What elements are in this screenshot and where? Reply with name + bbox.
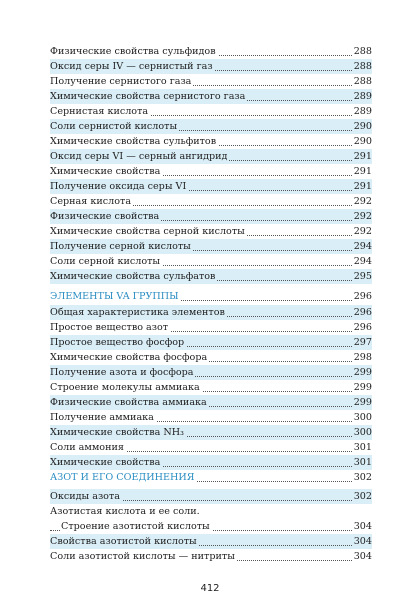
toc-entry [50, 534, 372, 549]
entry-title: Простое вещество азот [50, 322, 169, 333]
entry-page: 288 [353, 76, 372, 87]
entry-page: 289 [353, 91, 372, 102]
entry-page: 291 [353, 151, 372, 162]
entry-title: Получение азота и фосфора [50, 367, 194, 378]
entry-title: Азотистая кислота и ее соли. [50, 506, 200, 517]
entry-title: Химические свойства фосфора [50, 352, 208, 363]
entry-title: Оксиды азота [50, 491, 120, 502]
entry-title: Химические свойства сульфитов [50, 136, 217, 147]
toc-entry [50, 209, 372, 224]
entry-title: Простое вещество фосфор [50, 337, 185, 348]
entry-page: 291 [353, 166, 372, 177]
entry-page: 296 [353, 322, 372, 333]
entry-page: 290 [353, 136, 372, 147]
toc-entry [50, 425, 372, 440]
entry-page: 302 [353, 491, 372, 502]
toc-entry [50, 519, 372, 534]
toc-entry [50, 149, 372, 164]
entry-title: Получение аммиака [50, 412, 154, 423]
entry-title: Соли сернистой кислоты [50, 121, 178, 132]
entry-title: Физические свойства сульфидов [50, 46, 216, 57]
entry-title: Химические свойства сернистого газа [50, 91, 246, 102]
entry-page: 304 [353, 536, 372, 547]
entry-title: Химические свойства NH₃ [50, 427, 184, 438]
entry-page: 304 [353, 551, 372, 562]
entry-page: 298 [353, 352, 372, 363]
entry-page: 290 [353, 121, 372, 132]
entry-title: Физические свойства аммиака [50, 397, 207, 408]
toc-entry [50, 440, 372, 455]
section-title: ЭЛЕМЕНТЫ VA ГРУППЫ [50, 291, 179, 302]
entry-title: Соли аммония [50, 442, 124, 453]
entry-title: Химические свойства серной кислоты [50, 226, 245, 237]
entry-title: Серная кислота [50, 196, 132, 207]
entry-page: 289 [353, 106, 372, 117]
toc-entry [50, 350, 372, 365]
entry-title: Свойства азотистой кислоты [50, 536, 197, 547]
entry-title: Химические свойства сульфатов [50, 271, 216, 282]
toc-entry [50, 305, 372, 320]
entry-page: 299 [353, 382, 372, 393]
entry-page: 304 [353, 521, 372, 532]
entry-title: Химические свойства [50, 457, 161, 468]
toc-entry [50, 89, 372, 104]
entry-page: 292 [353, 211, 372, 222]
entry-title: Соли азотистой кислоты — нитриты [50, 551, 235, 562]
entry-title: Получение серной кислоты [50, 241, 191, 252]
toc-entry [50, 59, 372, 74]
section-title: АЗОТ И ЕГО СОЕДИНЕНИЯ [50, 472, 195, 483]
toc-entry [50, 134, 372, 149]
entry-page: 296 [353, 307, 372, 318]
entry-title: Общая характеристика элементов [50, 307, 225, 318]
entry-title: Строение азотистой кислоты [61, 521, 210, 532]
toc-section-heading [50, 289, 372, 304]
entry-page: 299 [353, 367, 372, 378]
entry-page: 291 [353, 181, 372, 192]
toc-entry [50, 335, 372, 350]
entry-page: 302 [353, 472, 372, 483]
entry-page: 301 [353, 442, 372, 453]
toc-entry [50, 254, 372, 269]
toc-entry [50, 239, 372, 254]
toc-entry [50, 380, 372, 395]
toc-entry [50, 179, 372, 194]
entry-page: 294 [353, 256, 372, 267]
toc-section-heading [50, 470, 372, 485]
toc-entry [50, 104, 372, 119]
entry-page: 300 [353, 412, 372, 423]
toc-entry [50, 269, 372, 284]
toc-entry [50, 320, 372, 335]
entry-title: Сернистая кислота [50, 106, 149, 117]
entry-page: 294 [353, 241, 372, 252]
entry-page: 295 [353, 271, 372, 282]
entry-page: 300 [353, 427, 372, 438]
entry-page: 299 [353, 397, 372, 408]
entry-page: 301 [353, 457, 372, 468]
entry-title: Оксид серы IV — сернистый газ [50, 61, 213, 72]
toc-entry [50, 455, 372, 470]
page-number: 412 [200, 583, 220, 594]
entry-title: Химические свойства [50, 166, 161, 177]
toc-entry [50, 74, 372, 89]
entry-page: 292 [353, 226, 372, 237]
toc-entry [50, 395, 372, 410]
toc-entry [50, 44, 372, 59]
entry-title: Физические свойства [50, 211, 160, 222]
entry-page: 288 [353, 46, 372, 57]
toc-entry [50, 224, 372, 239]
entry-title: Строение молекулы аммиака [50, 382, 200, 393]
toc-entry [50, 164, 372, 179]
toc-entry [50, 549, 372, 564]
toc-entry [50, 119, 372, 134]
entry-page: 288 [353, 61, 372, 72]
entry-title: Оксид серы VI — серный ангидрид [50, 151, 228, 162]
toc-entry [50, 504, 372, 519]
toc-entry [50, 365, 372, 380]
toc-entry [50, 194, 372, 209]
toc-entry [50, 410, 372, 425]
entry-page: 296 [353, 291, 372, 302]
toc-entry [50, 489, 372, 504]
entry-page: 297 [353, 337, 372, 348]
entry-page: 292 [353, 196, 372, 207]
entry-title: Получение сернистого газа [50, 76, 192, 87]
entry-title: Получение оксида серы VI [50, 181, 187, 192]
entry-title: Соли серной кислоты [50, 256, 161, 267]
